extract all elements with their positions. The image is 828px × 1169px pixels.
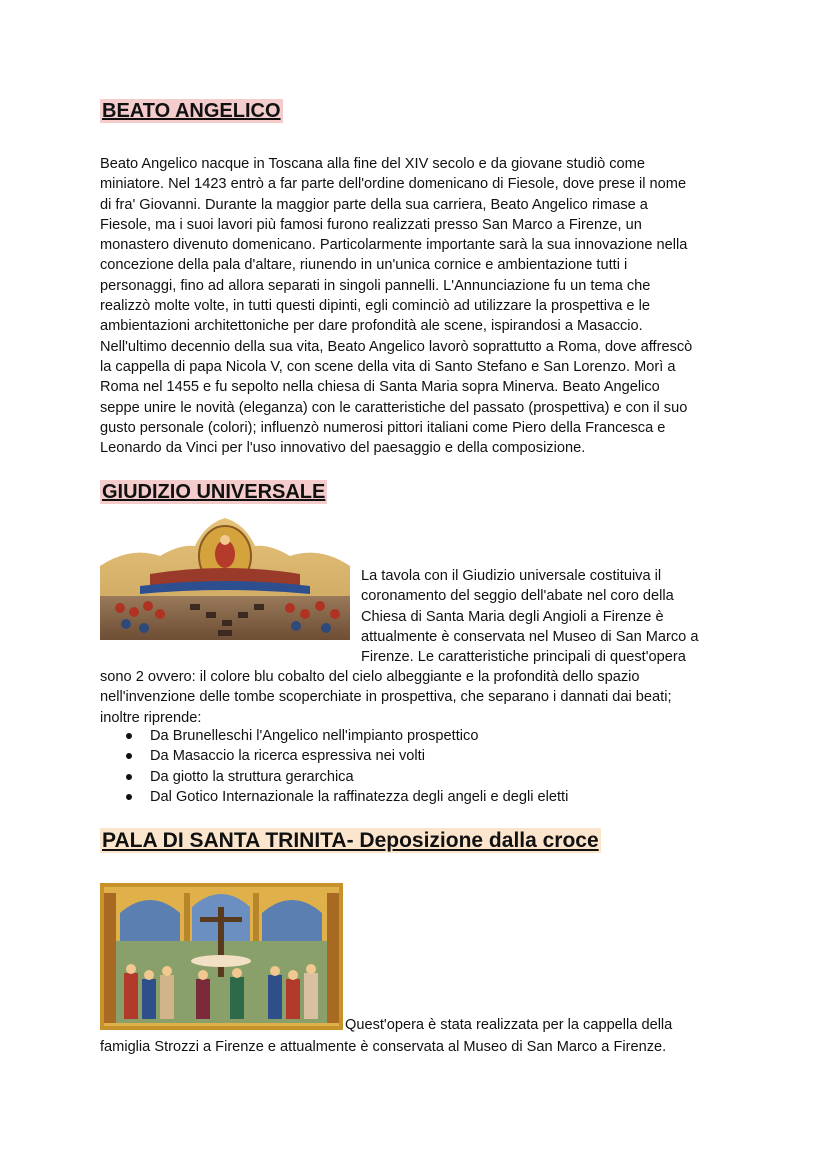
paragraph-line: monastero divenuto domenicano. Particolarmente importante sarà la sua innovazione nella (100, 237, 688, 254)
paragraph-line: famiglia Strozzi a Firenze e attualmente è conservata al Museo di San Marco a Firenze. (100, 1039, 667, 1055)
list-item-text: Da Brunelleschi l'Angelico nell'impianto prospettico (150, 728, 479, 744)
bullet-icon (126, 774, 132, 780)
paragraph-line: coronamento del seggio dell'abate nel coro della (361, 588, 674, 605)
list-item-text: Da giotto la struttura gerarchica (150, 768, 354, 785)
section-title-beato-angelico: BEATO ANGELICO (102, 100, 281, 122)
paragraph-line: Leonardo da Vinci per l'uso innovativo del paesaggio e della composizione. (100, 440, 586, 457)
paragraph-line: realizzò molte volte, in tutti questi dipinti, egli cominciò ad utilizzare la prospettiva e le (100, 298, 650, 315)
paragraph-line: Chiesa di Santa Maria degli Angioli a Firenze è (361, 608, 664, 625)
giudizio-side-text (361, 566, 741, 667)
paragraph-line: sono 2 ovvero: il colore blu cobalto del cielo albeggiante e la profondità dello spazio (100, 669, 640, 685)
paragraph-line: inoltre riprende: (100, 709, 202, 726)
influences-list (100, 726, 568, 807)
bullet-icon (126, 794, 132, 800)
paragraph-line: Quest'opera è stata realizzata per la cappella della (345, 1017, 673, 1033)
paragraph-line: La tavola con il Giudizio universale costituiva il (361, 568, 662, 584)
paragraph-line: Nell'ultimo decennio della sua vita, Beato Angelico lavorò soprattutto a Roma, dove affrescò (100, 338, 693, 355)
paragraph-line: Firenze. Le caratteristiche principali di quest'opera (361, 649, 686, 666)
pala-paragraph (100, 1037, 730, 1057)
section-title-pala-santa-trinita: PALA DI SANTA TRINITA- Deposizione dalla croce (102, 829, 599, 852)
paragraph-line: personaggi, fino ad allora separati in singoli pannelli. L'Annunciazione fu un tema che (100, 277, 651, 294)
paragraph-line: ambientazioni architettoniche per dare profondità ale scene, ispirandosi a Masaccio. (100, 318, 643, 335)
paragraph-line: gusto personale (colori); influenzò numerosi pittori italiani come Piero della Francesca e (100, 419, 666, 436)
paragraph-line: Fiesole, ma i suoi lavori più famosi furono realizzati presso San Marco a Firenze, un (100, 216, 642, 233)
giudizio-paragraph (100, 667, 730, 728)
list-item (100, 726, 568, 746)
pala-side-text (345, 1015, 745, 1035)
bullet-icon (126, 753, 132, 759)
section-title-giudizio-universale: GIUDIZIO UNIVERSALE (102, 481, 326, 503)
paragraph-line: attualmente è conservata nel Museo di San Marco a (361, 628, 699, 645)
paragraph-line: concezione della pala d'altare, riunendo in un'unica cornice e ambientazione tutti i (100, 257, 628, 274)
list-item-text: Dal Gotico Internazionale la raffinatezza degli angeli e degli eletti (150, 788, 569, 805)
deposizione-painting (100, 883, 343, 1030)
paragraph-line: seppe unire le novità (eleganza) con le caratteristiche del passato (prospettiva) e con il suo (100, 399, 688, 416)
paragraph-line: di fra' Giovanni. Durante la maggior parte della sua carriera, Beato Angelico rimase a (100, 196, 648, 213)
paragraph-line: Roma nel 1455 e fu sepolto nella chiesa di Santa Maria sopra Minerva. Beato Angelico (100, 379, 660, 396)
list-item (100, 746, 568, 766)
paragraph-line: Beato Angelico nacque in Toscana alla fine del XIV secolo e da giovane studiò come (100, 156, 645, 172)
list-item-text: Da Masaccio la ricerca espressiva nei volti (150, 748, 425, 765)
beato-angelico-paragraph (100, 154, 730, 458)
paragraph-line: nell'invenzione delle tombe scoperchiate in prospettiva, che separano i dannati dai beati; (100, 689, 672, 706)
list-item (100, 767, 568, 787)
bullet-icon (126, 733, 132, 739)
list-item (100, 787, 568, 807)
paragraph-line: la cappella di papa Nicola V, con scene della vita di Santo Stefano e San Lorenzo. Morì a (100, 358, 676, 375)
paragraph-line: miniatore. Nel 1423 entrò a far parte dell'ordine domenicano di Fiesole, dove prese il nome (100, 176, 687, 193)
giudizio-universale-painting (100, 516, 350, 640)
